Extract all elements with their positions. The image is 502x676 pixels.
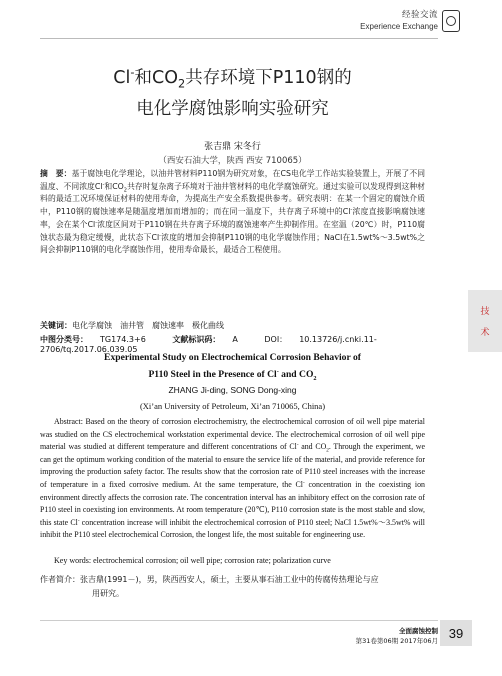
column-title-cn: 经验交流 [401,10,438,20]
footer-volume: 第31卷第06期 2017年06月 [355,637,438,645]
column-title-en: Experience Exchange [360,22,438,31]
side-tab-char: 技 [480,307,490,317]
header-divider [40,38,438,39]
author-bio: 作者简介：张吉鼎(1991－)，男，陕西西安人，硕士，主要从事石油工业中的传腐传热理论与应 用研究。 [40,575,379,598]
journal-logo-icon [442,10,460,32]
affiliation-cn: （西安石油大学，陕西 西安 710065） [158,156,307,166]
authors-en: ZHANG Ji-ding, SONG Dong-xing [168,385,297,395]
classification-line: 中图分类号： TG174.3+6 文献标识码： A DOI： 10.13726/j.cnki.11-2706/tq.2017.06.039.05 [40,335,377,354]
section-side-tab [468,290,502,352]
footer-journal: 全面腐蚀控制 [399,627,438,635]
keywords-cn: 关键词：电化学腐蚀 油井管 腐蚀速率 极化曲线 [40,321,224,330]
title-cn-line2: 电化学腐蚀影响实验研究 [136,99,329,119]
title-cn-line1: Cl-和$CO_2$共存环境下P110钢的 [113,65,352,91]
title-en-line1: Experimental Study on Electrochemical Corrosion Behavior of [104,352,361,363]
affiliation-en: (Xi’an University of Petroleum, Xi’an 710065, China) [139,401,326,411]
page-number: 39 [440,620,472,646]
abstract-cn: 摘 要：基于腐蚀电化学理论，以油井管材料P110钢为研究对象，在CS电化学工作站实验装置上，开展了不同温度、不同浓度Cl-和$CO_2$共存时复杂离子环境对于油井管材料的电化学腐蚀研究。通过实验可以发现得到这种材料的最适工况环境保证材料的使用寿命，为提高生产安全系数提供参考。研究表明：在某一个固定的腐蚀介质中，P110钢的腐蚀速率是随温度增加而增加的；而在同一温度下，共存离子环境中的Cl-浓度直接影响腐蚀速率，会在某个Cl-浓度区间对于P110钢在共存离子环境的腐蚀速率产生抑制作用。在室温（20℃）时，P110腐蚀状态最为稳定缓慢，此状态下Cl-浓度的增加会抑制P110钢的电化学腐蚀作用；NaCl在1.5wt%～3.5wt%之间会抑制P110钢的电化学腐蚀作用，使用寿命最长，最适合工程使用。 [40,169,426,255]
abstract-en: Abstract: Based on the theory of corrosion electrochemistry, the electrochemical corrosion of oil well pipe material was studied on the CS electrochemical workstation experimental device. The electrochemical corrosion of oil well pipe material was studied at different temperature and different concentrations of Cl- and $CO_2$. Through the experiment, we can get the optimum working condition of the material to ensure the service life of the material, and provide reference for improving the production safety factor. The results show that the corrosion rate of P110 steel increases with the increase of temperature in a fixed corrosive medium. At the same temperature, the Cl- concentration in the coexisting ion environment directly affects the corrosion rate. The concentration interval has an inhibitory effect on the corrosion rate of P110 steel in coexisting ion environments. At room temperature (20℃), P110 corrosion state is the most stable and slow, this state Cl- concentration increase will inhibit the electrochemical corrosion of P110 steel; NaCl 1.5wt%～3.5wt% will inhibit the P110 steel electrochemical Corrosion, the longest life, the most suitable for engineering use. [40,417,425,540]
title-en-line2: P110 Steel in the Presence of Cl- and $CO_2$ [148,367,317,382]
footer-divider [40,620,438,621]
keywords-en: Key words: electrochemical corrosion; oil well pipe; corrosion rate; polarization curve [54,556,331,565]
side-tab-char: 术 [480,328,490,338]
authors-cn: 张吉鼎 宋冬行 [204,142,261,152]
